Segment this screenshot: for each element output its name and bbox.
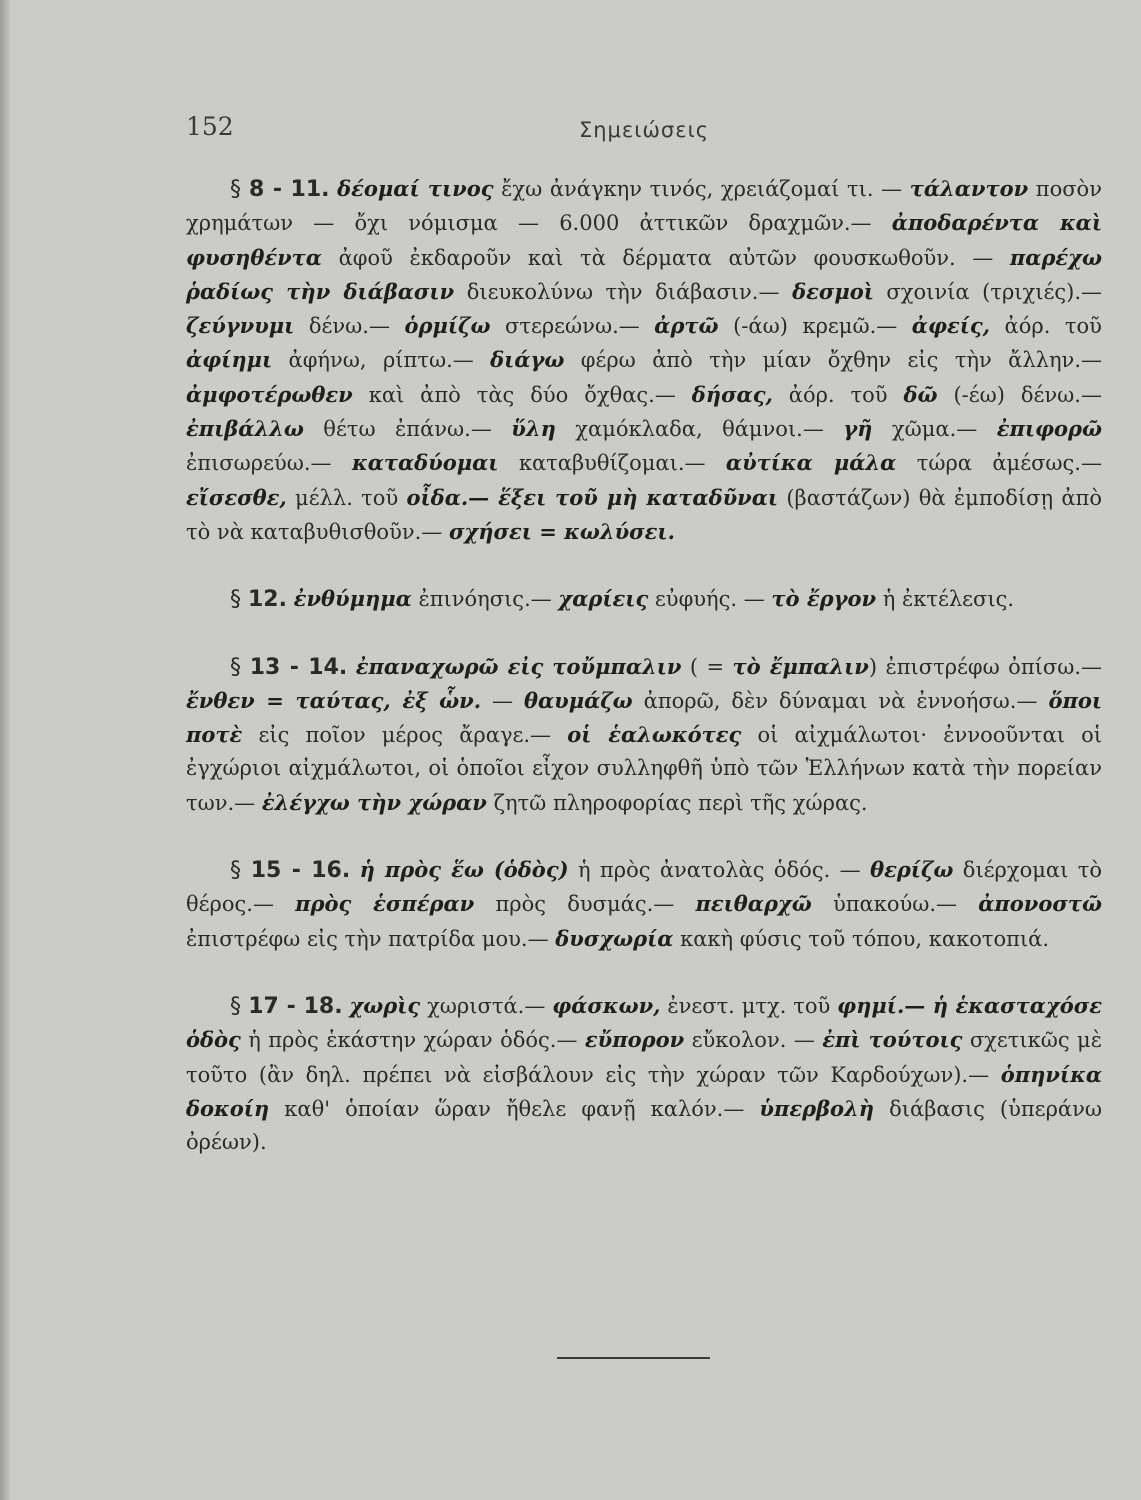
lemma-term: ἀποδαρέντα καὶ φυσηθέντα xyxy=(186,210,1103,270)
gloss-text: χῶμα.— xyxy=(872,417,997,442)
gloss-text: καταβυθίζομαι.— xyxy=(498,451,726,476)
lemma-term: ἀπονοστῶ xyxy=(978,891,1102,917)
lemma-term: διάγω xyxy=(490,347,565,373)
lemma-term: ὑπερβολὴ xyxy=(759,1095,875,1121)
lemma-term: ὕλη xyxy=(511,416,556,442)
lemma-term: αὐτίκα μάλα xyxy=(725,450,897,476)
lemma-term: δεσμοὶ xyxy=(792,278,874,304)
lemma-term: γῆ xyxy=(843,416,873,442)
gloss-text: στερεώνω.— xyxy=(490,314,655,339)
lemma-term: ἀφείς, xyxy=(911,313,990,339)
gloss-text: ἐπισωρεύω.— xyxy=(186,451,352,476)
lemma-term: ἐπαναχωρῶ εἰς τοὔμπαλιν xyxy=(355,653,682,679)
lemma-term: ἐνθύμημα xyxy=(293,586,412,612)
lemma-term: δήσας, xyxy=(691,381,773,407)
gloss-text: φέρω ἀπὸ τὴν μίαν ὄχθην εἰς τὴν ἄλλην.— xyxy=(564,348,1103,373)
section-label: § 17 - 18. xyxy=(230,993,343,1019)
lemma-term: χαρίεις xyxy=(558,586,649,612)
note-paragraph xyxy=(186,582,1102,616)
section-label: § 15 - 16. xyxy=(230,858,351,884)
page-spine-shadow xyxy=(0,0,10,1500)
note-paragraph xyxy=(186,989,1102,1159)
lemma-term: καταδύομαι xyxy=(351,450,499,476)
lemma-term: οἱ ἑαλωκότες xyxy=(567,722,742,748)
note-paragraph xyxy=(186,172,1102,549)
gloss-text: ἐνεστ. μτχ. τοῦ xyxy=(660,993,838,1018)
gloss-text: οἱ αἰχμάλωτοι· ἐννοοῦνται οἱ ἐγχώριοι αἰχμάλωτοι, οἱ ὁποῖοι εἶχον συλληφθῆ ὑπὸ τῶν Ἑλλήνων κατὰ τὴν πορείαν των.— xyxy=(186,723,1102,815)
lemma-term: ἀμφοτέρωθεν xyxy=(186,381,353,407)
gloss-text: διέρχομαι τὸ θέρος.— xyxy=(186,858,1102,917)
lemma-term: ἀρτῶ xyxy=(654,313,719,339)
gloss-text: ἀόρ. τοῦ xyxy=(989,314,1102,339)
lemma-term: ἐπιβάλλω xyxy=(186,416,304,442)
lemma-term: δέομαί τινος xyxy=(337,176,494,201)
gloss-text: ἀόρ. τοῦ xyxy=(772,382,904,407)
lemma-term: δυσχωρία xyxy=(555,925,674,951)
lemma-term: σχήσει = κωλύσει. xyxy=(448,518,675,544)
gloss-text: (-άω) κρεμῶ.— xyxy=(718,314,912,339)
lemma-term: ἔνθεν = ταύτας, ἐξ ὧν. xyxy=(186,687,482,713)
page-header xyxy=(186,112,1102,152)
gloss-text: (βαστάζων) θὰ ἐμποδίσῃ ἀπὸ τὸ νὰ καταβυθισθοῦν.— xyxy=(186,485,1102,544)
gloss-text: σχοινία (τριχιές).— xyxy=(873,279,1102,304)
lemma-term: ἡ πρὸς ἕω (ὁδὸς) xyxy=(359,857,569,883)
gloss-text: ἀπορῶ, δὲν δύναμαι νὰ ἐννοήσω.— xyxy=(632,688,1049,713)
gloss-text: χαμόκλαδα, θάμνοι.— xyxy=(555,417,844,442)
section-label: § 13 - 14. xyxy=(230,654,348,680)
end-rule xyxy=(557,1357,710,1359)
gloss-text: — xyxy=(481,688,524,713)
gloss-text: ὑπακούω.— xyxy=(811,892,979,917)
lemma-term: ὁρμίζω xyxy=(404,313,491,339)
gloss-text: καὶ ἀπὸ τὰς δύο ὄχθας.— xyxy=(352,382,692,407)
gloss-text: κακὴ φύσις τοῦ τόπου, κακοτοπιά. xyxy=(673,926,1050,951)
lemma-term: τάλαντον xyxy=(909,176,1029,201)
gloss-text: ἐπιστρέφω εἰς τὴν πατρίδα μου.— xyxy=(186,926,556,951)
gloss-text: ποσὸν χρημάτων — ὄχι νόμισμα — 6.000 ἀττικῶν δραχμῶν.— xyxy=(186,177,1102,236)
lemma-term: ἀφίημι xyxy=(186,347,273,373)
gloss-text: διάβασις (ὑπεράνω ὀρέων). xyxy=(186,1096,1102,1155)
gloss-text: πρὸς δυσμάς.— xyxy=(474,892,696,917)
gloss-text: εὔκολον. — xyxy=(684,1028,823,1053)
gloss-text: ἡ πρὸς ἑκάστην χώραν ὁδός.— xyxy=(240,1028,585,1053)
lemma-term: ὅποι ποτὲ xyxy=(186,687,1102,748)
notes-body xyxy=(186,172,1102,1192)
page-number: 152 xyxy=(186,112,234,141)
gloss-text: ( = xyxy=(681,654,733,679)
gloss-text: ἐπινόησις.— xyxy=(411,587,559,612)
lemma-term: δῶ xyxy=(903,381,938,407)
lemma-term: ζεύγνυμι xyxy=(186,313,295,339)
lemma-term: φημί.— ἡ ἑκασταχόσε ὁδὸς xyxy=(186,992,1103,1053)
gloss-text: δένω.— xyxy=(294,314,405,339)
lemma-term: οἶδα.— ἕξει τοῦ μὴ καταδῦναι xyxy=(406,484,779,510)
gloss-text: τώρα ἀμέσως.— xyxy=(896,451,1102,476)
lemma-term: πειθαρχῶ xyxy=(695,891,812,917)
lemma-term: ἐπὶ τούτοις xyxy=(822,1027,963,1053)
section-label: § 8 - 11. xyxy=(230,177,330,202)
gloss-text: ) ἐπιστρέφω ὀπίσω.— xyxy=(868,654,1102,679)
lemma-term: παρέχω ῥαδίως τὴν διάβασιν xyxy=(186,244,1102,304)
lemma-term: χωρὶς xyxy=(349,992,421,1018)
note-paragraph xyxy=(186,650,1102,820)
lemma-term: εὔπορον xyxy=(584,1027,685,1053)
gloss-text: ἡ ἐκτέλεσις. xyxy=(876,587,1015,612)
lemma-term: εἴσεσθε, xyxy=(186,484,287,510)
section-label: § 12. xyxy=(230,587,287,613)
lemma-term: πρὸς ἑσπέραν xyxy=(295,891,475,917)
gloss-text: μέλλ. τοῦ xyxy=(286,485,407,510)
note-paragraph xyxy=(186,853,1102,956)
gloss-text: ἡ πρὸς ἀνατολὰς ὁδός. — xyxy=(568,858,871,883)
lemma-term: φάσκων, xyxy=(552,992,661,1018)
lemma-term: ἐπιφορῶ xyxy=(996,416,1102,442)
gloss-text: χωριστά.— xyxy=(420,993,553,1018)
gloss-text: ἀφοῦ ἐκδαροῦν καὶ τὰ δέρματα αὐτῶν φουσκωθοῦν. — xyxy=(321,245,1010,270)
gloss-text: θέτω ἐπάνω.— xyxy=(303,417,512,442)
gloss-text: ἔχω ἀνάγκην τινός, χρειάζομαί τι. — xyxy=(493,177,910,201)
lemma-term: ἐλέγχω τὴν χώραν xyxy=(261,789,487,815)
gloss-text: διευκολύνω τὴν διάβασιν.— xyxy=(454,279,793,304)
gloss-text: εἰς ποῖον μέρος ἄραγε.— xyxy=(242,723,568,748)
gloss-text: σχετικῶς μὲ τοῦτο (ἂν δηλ. πρέπει νὰ εἰσβάλουν εἰς τὴν χώραν τῶν Καρδούχων).— xyxy=(186,1028,1102,1087)
gloss-text: ζητῶ πληροφορίας περὶ τῆς χώρας. xyxy=(486,790,868,815)
lemma-term: θερίζω xyxy=(870,857,954,883)
gloss-text: ἀφήνω, ρίπτω.— xyxy=(272,348,491,373)
gloss-text: (-έω) δένω.— xyxy=(937,382,1102,407)
gloss-text: εὐφυής. — xyxy=(648,587,772,612)
lemma-term: θαυμάζω xyxy=(523,687,633,713)
lemma-term: ὁπηνίκα δοκοίη xyxy=(186,1061,1102,1121)
lemma-term: τὸ ἔργον xyxy=(771,586,877,612)
gloss-text: καθ' ὁποίαν ὥραν ἤθελε φανῇ καλόν.— xyxy=(269,1096,760,1121)
lemma-term: τὸ ἔμπαλιν xyxy=(732,653,869,679)
running-head: Σημειώσεις xyxy=(578,118,710,142)
